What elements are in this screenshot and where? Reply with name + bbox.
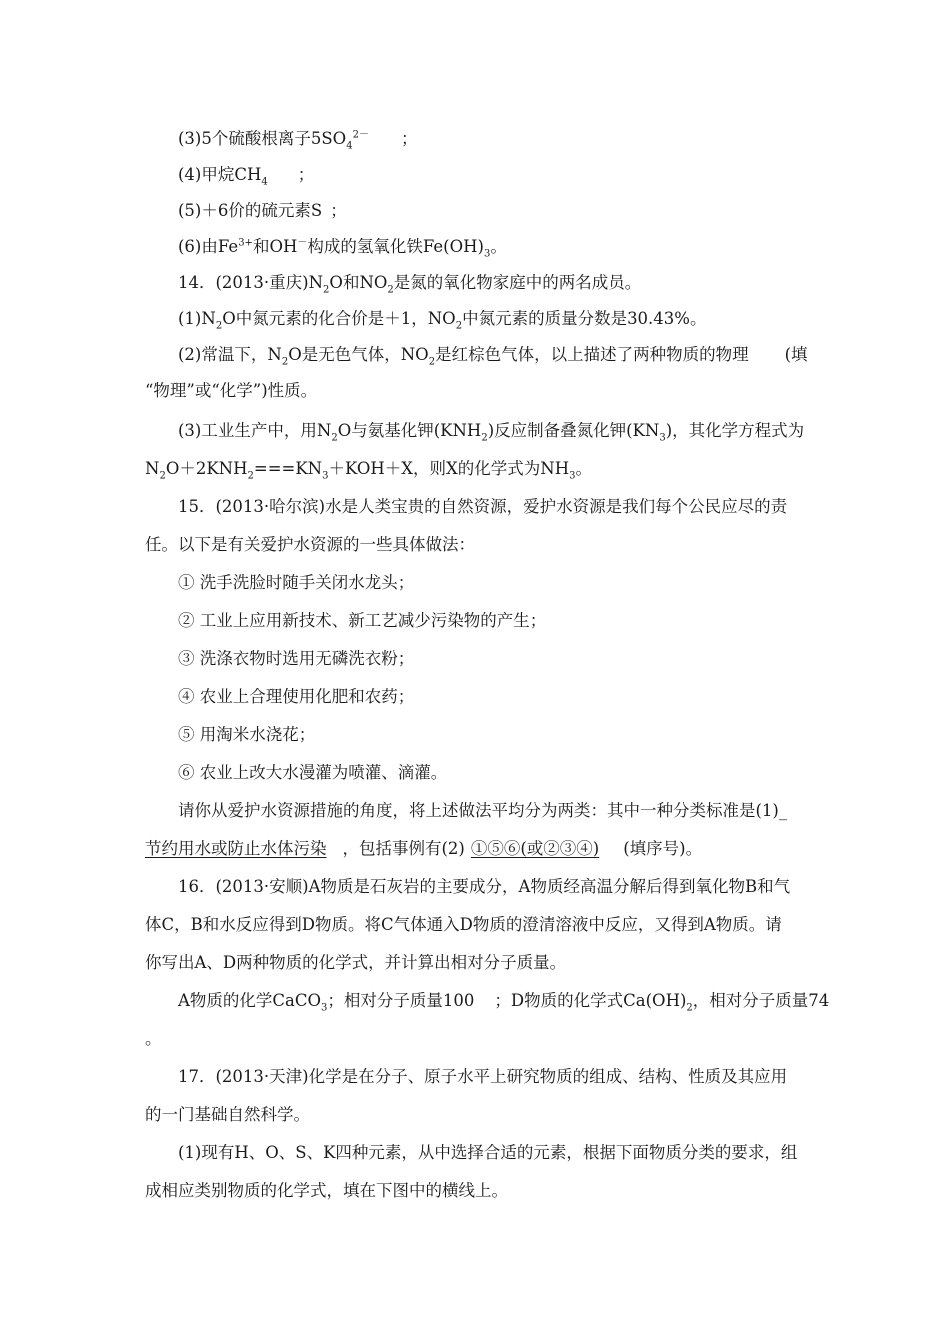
q13-part5: (5)＋6价的硫元素S ； [178, 201, 347, 220]
q17-stem-line2: 的一门基础自然科学。 [145, 1105, 310, 1124]
q16-answer-line2: 。 [145, 1029, 162, 1048]
q15-question-line2: 节约用水或防止水体污染 ，包括事例有(2) ①⑤⑥(或②③④) (填序号)。 [145, 839, 703, 858]
q14-stem: 14．(2013·重庆)$N_2O$和$NO_2$是氮的氧化物家庭中的两名成员。 [178, 273, 642, 296]
q15-stem-line1: 15．(2013·哈尔滨)水是人类宝贵的自然资源，爱护水资源是我们每个公民应尽的责 [178, 497, 788, 516]
q16-stem-line3: 你写出A、D两种物质的化学式，并计算出相对分子质量。 [145, 953, 567, 972]
q16-answer-line1: A物质的化学CaCO$_3$；相对分子质量100 ；D物质的化学式$Ca(OH)_2$，相对分子质量74 [178, 991, 830, 1014]
q15-item-5: ⑤ 用淘米水浇花； [178, 725, 316, 744]
q14-part3-line2: $N_2O+2KNH_2===KN_3+KOH+X$，则X的化学式为$NH_3$。 [145, 459, 592, 482]
q13-part6: (6)由$Fe^{3+}$和OH－构成的氢氧化铁$Fe(OH)_3$。 [178, 237, 507, 260]
q13-part3: (3)5个硫酸根离子$5SO_4^{2-}$ ； [178, 129, 418, 152]
q17-part1-line1: (1)现有H、O、S、K四种元素，从中选择合适的元素，根据下面物质分类的要求，组 [178, 1143, 798, 1162]
q14-part2-line2: “物理”或“化学”)性质。 [145, 381, 318, 400]
q14-part2-line1: (2)常温下，$N_2O$是无色气体，$NO_2$是红棕色气体，以上描述了两种物质的物理 (填 [178, 345, 808, 368]
q15-item-2: ② 工业上应用新技术、新工艺减少污染物的产生； [178, 611, 547, 630]
q14-part1: $(1)N_2O$中氮元素的化合价是＋1，$NO_2$中氮元素的质量分数是30.43%。 [178, 309, 707, 332]
q15-stem-line2: 任。以下是有关爱护水资源的一些具体做法： [145, 535, 475, 554]
q15-item-1: ① 洗手洗脸时随手关闭水龙头； [178, 573, 415, 592]
q16-stem-line2: 体C，B和水反应得到D物质。将C气体通入D物质的澄清溶液中反应，又得到A物质。请 [145, 915, 782, 934]
q16-stem-line1: 16．(2013·安顺)A物质是石灰岩的主要成分，A物质经高温分解后得到氧化物B和气 [178, 877, 791, 896]
q17-stem-line1: 17．(2013·天津)化学是在分子、原子水平上研究物质的组成、结构、性质及其应用 [178, 1067, 788, 1086]
q13-part4: (4)甲烷$CH_4$ ； [178, 165, 315, 188]
q17-part1-line2: 成相应类别物质的化学式，填在下图中的横线上。 [145, 1181, 508, 1200]
q15-item-6: ⑥ 农业上改大水漫灌为喷灌、滴灌。 [178, 763, 448, 782]
q15-question-line1: 请你从爱护水资源措施的角度，将上述做法平均分为两类：其中一种分类标准是(1)_ [178, 801, 788, 820]
q15-item-3: ③ 洗涤衣物时选用无磷洗衣粉； [178, 649, 415, 668]
q15-item-4: ④ 农业上合理使用化肥和农药； [178, 687, 415, 706]
q14-part3-line1: (3)工业生产中，用$N_2O$与氨基化钾$(KNH_2)$反应制备叠氮化钾$(KN_3)$，其化学方程式为 [178, 421, 805, 444]
